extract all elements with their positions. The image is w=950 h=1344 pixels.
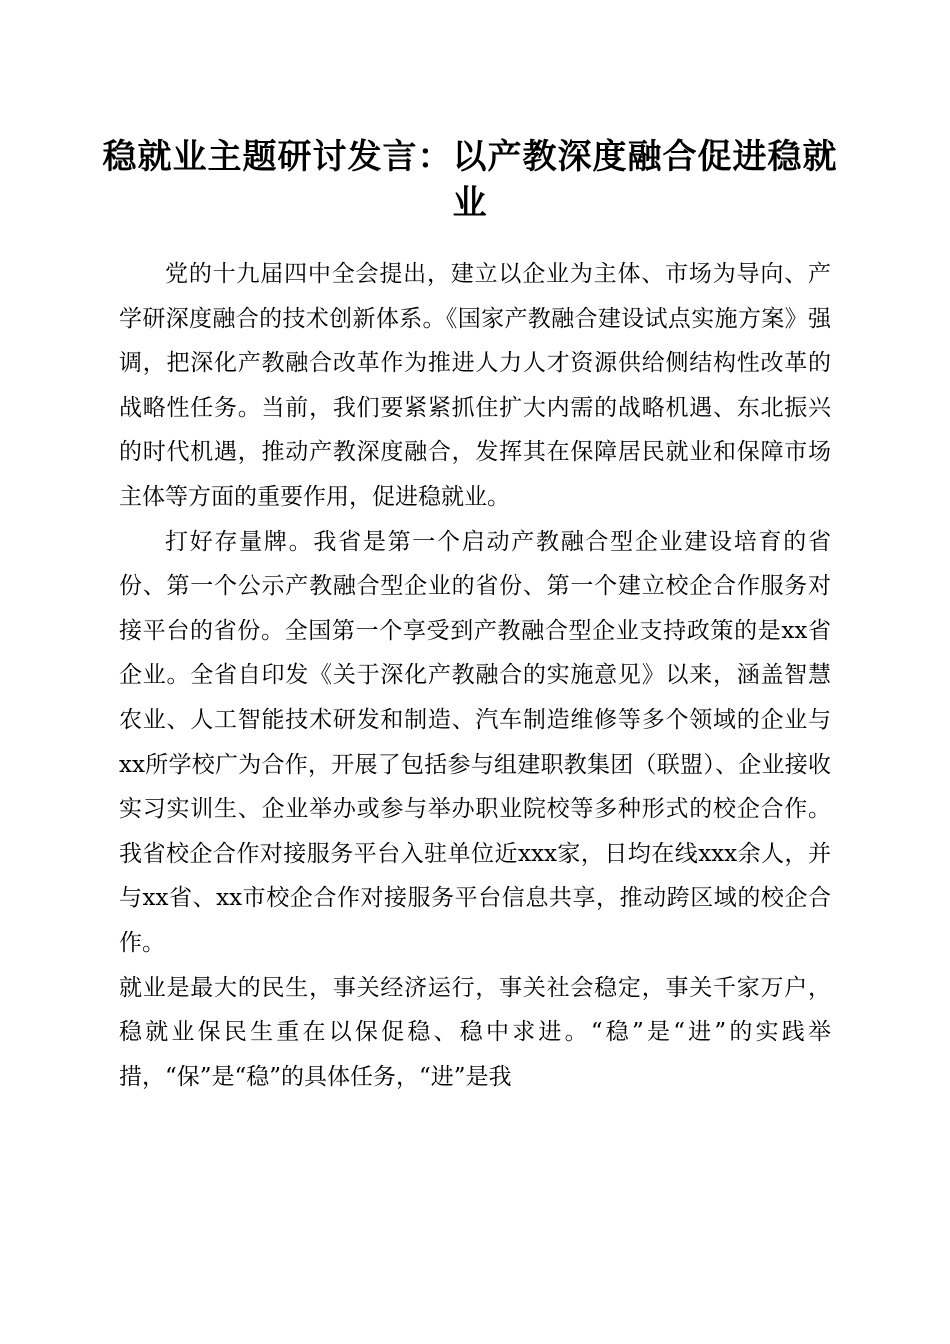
document-title: 稳就业主题研讨发言：以产教深度融合促进稳就业	[102, 137, 838, 223]
document-body	[119, 252, 831, 1099]
paragraph-stock: 打好存量牌。我省是第一个启动产教融合型企业建设培育的省份、第一个公示产教融合型企业的省份、第一个建立校企合作服务对接平台的省份。全国第一个享受到产教融合型企业支持政策的是xx省企业。全省自印发《关于深化产教融合的实施意见》以来，涵盖智慧农业、人工智能技术研发和制造、汽车制造维修等多个领域的企业与xx所学校广为合作，开展了包括参与组建职教集团（联盟）、企业接收实习实训生、企业举办或参与举办职业院校等多种形式的校企合作。我省校企合作对接服务平台入驻单位近xxx家，日均在线xxx余人，并与xx省、xx市校企合作对接服务平台信息共享，推动跨区域的校企合作。	[119, 528, 831, 956]
paragraph-employment: 就业是最大的民生，事关经济运行，事关社会稳定，事关千家万户，稳就业保民生重在以保促稳、稳中求进。“稳”是“进”的实践举措，“保”是“稳”的具体任务，“进”是我	[119, 974, 831, 1090]
paragraph-intro: 党的十九届四中全会提出，建立以企业为主体、市场为导向、产学研深度融合的技术创新体系。《国家产教融合建设试点实施方案》强调，把深化产教融合改革作为推进人力人才资源供给侧结构性改革的战略性任务。当前，我们要紧紧抓住扩大内需的战略机遇、东北振兴的时代机遇，推动产教深度融合，发挥其在保障居民就业和保障市场主体等方面的重要作用，促进稳就业。	[119, 261, 831, 510]
